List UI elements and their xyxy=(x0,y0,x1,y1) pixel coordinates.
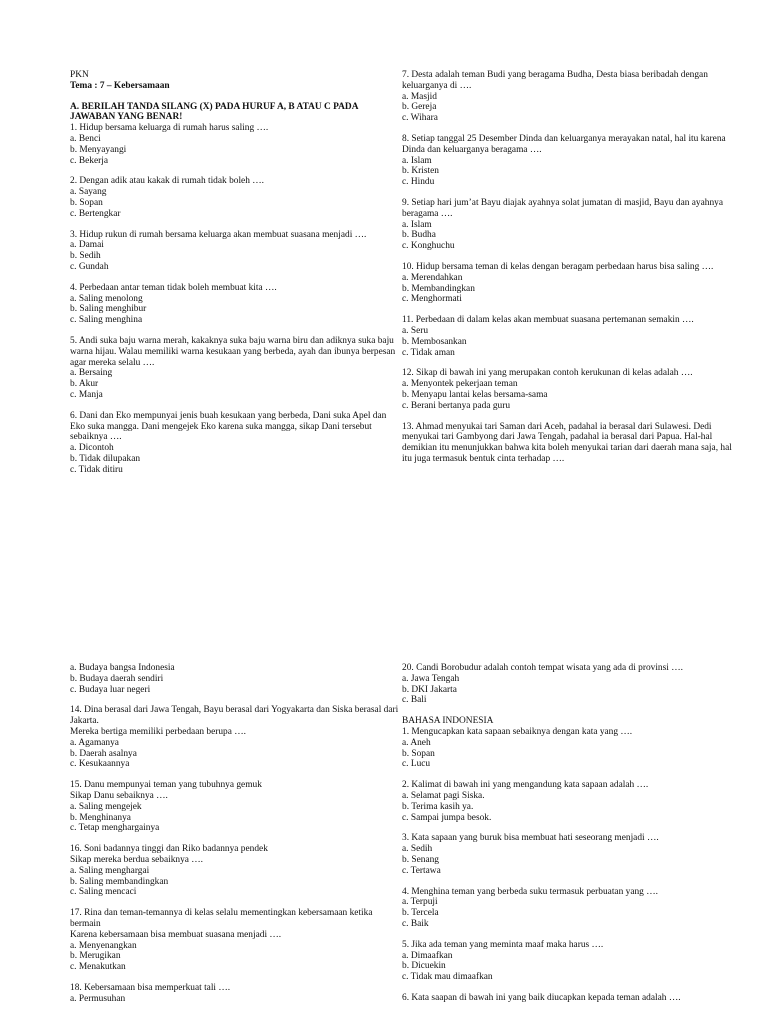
answer-line: b. DKI Jakarta xyxy=(402,684,457,695)
answer-line: a. Jawa Tengah xyxy=(402,673,460,684)
answer-line: b. Daerah asalnya xyxy=(70,748,137,759)
question-block xyxy=(70,411,400,476)
question-block xyxy=(70,983,400,1005)
question-text: 20. Candi Borobudur adalah contoh tempat wisata yang ada di provinsi …. xyxy=(402,663,683,673)
answer-line: Karena kebersamaan bisa membuat suasana menjadi …. xyxy=(70,929,282,940)
answer-line: c. Lucu xyxy=(402,759,431,770)
answer-line: b. Budha xyxy=(402,230,436,241)
question-text: 8. Setiap tanggal 25 Desember Dinda dan keluarganya merayakan natal, hal itu karena Dinda dan keluarganya beragama …. xyxy=(402,133,726,155)
question-block xyxy=(70,176,400,219)
question-block xyxy=(402,262,732,305)
column-bottom-left xyxy=(70,663,400,1015)
answer-line: a. Saling mengejek xyxy=(70,801,142,812)
answer-line: Sikap Danu sebaiknya …. xyxy=(70,790,168,801)
question-text: 1. Hidup bersama keluarga di rumah harus saling …. xyxy=(70,123,269,134)
answer-line: 1. Mengucapkan kata sapaan sebaiknya dengan kata yang …. xyxy=(402,726,633,737)
question-block xyxy=(402,993,732,1004)
question-text: 16. Soni badannya tinggi dan Riko badannya pendek xyxy=(70,844,268,855)
answer-line: a. Sayang xyxy=(70,187,107,198)
question-text: 5. Jika ada teman yang meminta maaf maka harus …. xyxy=(402,939,604,950)
question-text: 11. Perbedaan di dalam kelas akan membuat suasana pertemanan semakin …. xyxy=(402,315,694,326)
answer-line: b. Tidak dilupakan xyxy=(70,453,141,464)
answer-line: c. Wihara xyxy=(402,113,438,124)
answer-line: b. Saling menghibur xyxy=(70,304,147,315)
answer-line: a. Aneh xyxy=(402,737,431,748)
answer-line: b. Sopan xyxy=(70,197,103,208)
answer-line: c. Baik xyxy=(402,918,429,929)
answer-line: a. Islam xyxy=(402,219,432,230)
question-block xyxy=(402,940,732,983)
answer-line: c. Menakutkan xyxy=(70,962,126,973)
answer-line: c. Budaya luar negeri xyxy=(70,684,151,695)
question-list-2 xyxy=(402,70,732,465)
answer-line: b. Terima kasih ya. xyxy=(402,801,474,812)
answer-line: c. Tidak mau dimaafkan xyxy=(402,972,493,983)
question-text: 7. Desta adalah teman Budi yang beragama Budha, Desta biasa beribadah dengan keluarganya di …. xyxy=(402,70,708,91)
answer-line: b. Menyayangi xyxy=(70,144,127,155)
answer-line: c. Bertengkar xyxy=(70,208,121,219)
answer-line: a. Merendahkan xyxy=(402,272,463,283)
answer-line: Mereka bertiga memiliki perbedaan berupa …. xyxy=(70,726,246,737)
answer-line: c. Sampai jumpa besok. xyxy=(402,812,492,823)
question-text: 9. Setiap hari jum’at Bayu diajak ayahnya solat jumatan di masjid, Bayu dan ayahnya beragama …. xyxy=(402,197,724,219)
answer-line: a. Dicontoh xyxy=(70,443,114,454)
answer-line: c. Konghuchu xyxy=(402,241,455,252)
question-block xyxy=(70,780,400,834)
answer-line: a. Dimaafkan xyxy=(402,950,453,961)
answer-line: c. Saling mencaci xyxy=(70,887,137,898)
answer-line: b. Tercela xyxy=(402,908,439,919)
question-list-4 xyxy=(402,663,732,1004)
question-list-3 xyxy=(70,663,400,1005)
question-block xyxy=(402,198,732,252)
answer-line: a. Terpuji xyxy=(402,897,438,908)
question-block xyxy=(402,315,732,358)
column-top-left xyxy=(70,70,400,486)
answer-line: b. Membandingkan xyxy=(402,283,475,294)
answer-line: b. Saling membandingkan xyxy=(70,876,169,887)
column-top-right xyxy=(402,70,732,475)
answer-line: a. Menyenangkan xyxy=(70,940,137,951)
question-block xyxy=(70,230,400,273)
question-block xyxy=(402,422,732,465)
question-text: 4. Menghina teman yang berbeda suku termasuk perbuatan yang …. xyxy=(402,886,658,897)
question-text: 5. Andi suka baju warna merah, kakaknya suka baju warna biru dan adiknya suka baju warna hijau. Walau memiliki warna kesukaan yang berbeda, ayah dan ibunya berpesan agar mereka selalu …. xyxy=(70,335,396,368)
answer-line: c. Tetap menghargainya xyxy=(70,823,160,834)
question-text: 3. Kata sapaan yang buruk bisa membuat hati seseorang menjadi …. xyxy=(402,833,659,844)
question-block xyxy=(70,844,400,898)
answer-line: b. Menghinanya xyxy=(70,812,131,823)
question-text: 3. Hidup rukun di rumah bersama keluarga akan membuat suasana menjadi …. xyxy=(70,229,367,240)
answer-line: a. Permusuhan xyxy=(70,993,126,1004)
column-bottom-right xyxy=(402,663,732,1014)
instruction-heading: A. BERILAH TANDA SILANG (X) PADA HURUF A, B ATAU C PADA JAWABAN YANG BENAR! xyxy=(70,101,358,123)
spacer xyxy=(70,92,400,102)
question-block xyxy=(402,716,732,770)
question-block xyxy=(70,283,400,326)
answer-line: b. Senang xyxy=(402,854,439,865)
question-block xyxy=(402,368,732,411)
question-block xyxy=(402,663,732,706)
question-block xyxy=(402,780,732,823)
answer-line: c. Berani bertanya pada guru xyxy=(402,400,511,411)
answer-line: c. Saling menghina xyxy=(70,315,143,326)
question-text: a. Budaya bangsa Indonesia xyxy=(70,663,175,673)
answer-line: a. Selamat pagi Siska. xyxy=(402,790,485,801)
question-text: BAHASA INDONESIA xyxy=(402,716,494,727)
question-list-1 xyxy=(70,123,400,475)
question-text: 6. Dani dan Eko mempunyai jenis buah kesukaan yang berbeda, Dani suka Apel dan Eko suka mangga. Dani mengejek Eko karena suka mangga, sikap Dani tersebut sebaiknya …. xyxy=(70,410,387,443)
answer-line: a. Sedih xyxy=(402,844,433,855)
question-text: 14. Dina berasal dari Jawa Tengah, Bayu berasal dari Yogyakarta dan Siska berasal dari Jakarta. xyxy=(70,705,399,727)
question-block xyxy=(402,887,732,930)
question-text: 12. Sikap di bawah ini yang merupakan contoh kerukunan di kelas adalah …. xyxy=(402,368,693,379)
answer-line: a. Benci xyxy=(70,133,101,144)
answer-line: c. Menghormati xyxy=(402,294,462,305)
answer-line: b. Dicuekin xyxy=(402,961,446,972)
question-block xyxy=(70,908,400,973)
answer-line: a. Seru xyxy=(402,325,429,336)
answer-line: c. Manja xyxy=(70,389,103,400)
answer-line: c. Bekerja xyxy=(70,155,108,166)
question-text: 10. Hidup bersama teman di kelas dengan beragam perbedaan harus bisa saling …. xyxy=(402,261,714,272)
page-header xyxy=(70,70,400,123)
answer-line: a. Masjid xyxy=(402,91,437,102)
answer-line: b. Sopan xyxy=(402,748,435,759)
answer-line: b. Menyapu lantai kelas bersama-sama xyxy=(402,389,548,400)
question-text: 15. Danu mempunyai teman yang tubuhnya gemuk xyxy=(70,780,262,791)
answer-line: b. Merugikan xyxy=(70,951,121,962)
answer-line: c. Tertawa xyxy=(402,865,441,876)
question-text: 6. Kata saapan di bawah ini yang baik diucapkan kepada teman adalah …. xyxy=(402,992,681,1003)
question-block xyxy=(402,134,732,188)
answer-line: b. Akur xyxy=(70,379,99,390)
question-block xyxy=(402,833,732,876)
answer-line: c. Bali xyxy=(402,695,427,706)
question-block xyxy=(402,70,732,124)
answer-line: a. Bersaing xyxy=(70,368,113,379)
answer-line: a. Saling menolong xyxy=(70,293,143,304)
question-text: 2. Kalimat di bawah ini yang mengandung kata sapaan adalah …. xyxy=(402,780,649,791)
question-block xyxy=(70,663,400,695)
answer-line: c. Hindu xyxy=(402,177,435,188)
answer-line: c. Tidak ditiru xyxy=(70,464,123,475)
answer-line: c. Gundah xyxy=(70,261,109,272)
answer-line: a. Agamanya xyxy=(70,737,119,748)
question-text: 2. Dengan adik atau kakak di rumah tidak boleh …. xyxy=(70,176,264,187)
question-text: 18. Kebersamaan bisa memperkuat tali …. xyxy=(70,982,231,993)
question-text: 17. Rina dan teman-temannya di kelas selalu mementingkan kebersamaan ketika bermain xyxy=(70,908,373,929)
question-text: 13. Ahmad menyukai tari Saman dari Aceh, padahal ia berasal dari Sulawesi. Dedi menyukai tari Gambyong dari Jawa Tengah, padahal ia berasal dari Papua. Hal-hal demikian itu menunjukkan bahwa kita boleh menyukai tarian dari daerah mana saja, hal itu juga termasuk bentuk cinta terhadap …. xyxy=(402,421,732,464)
subject-title: PKN xyxy=(70,70,89,80)
answer-line: c. Tidak aman xyxy=(402,347,455,358)
question-block xyxy=(70,123,400,166)
answer-line: b. Budaya daerah sendiri xyxy=(70,673,164,684)
answer-line: a. Menyontek pekerjaan teman xyxy=(402,379,518,390)
question-text: 4. Perbedaan antar teman tidak boleh membuat kita …. xyxy=(70,282,277,293)
answer-line: a. Saling menghargai xyxy=(70,865,150,876)
answer-line: b. Kristen xyxy=(402,166,439,177)
question-block xyxy=(70,336,400,401)
answer-line: Sikap mereka berdua sebaiknya …. xyxy=(70,854,204,865)
theme-title: Tema : 7 – Kebersamaan xyxy=(70,80,170,91)
question-block xyxy=(70,705,400,770)
answer-line: b. Sedih xyxy=(70,251,101,262)
answer-line: b. Membosankan xyxy=(402,336,467,347)
answer-line: b. Gereja xyxy=(402,102,437,113)
answer-line: c. Kesukaannya xyxy=(70,759,130,770)
answer-line: a. Damai xyxy=(70,240,104,251)
answer-line: a. Islam xyxy=(402,155,432,166)
